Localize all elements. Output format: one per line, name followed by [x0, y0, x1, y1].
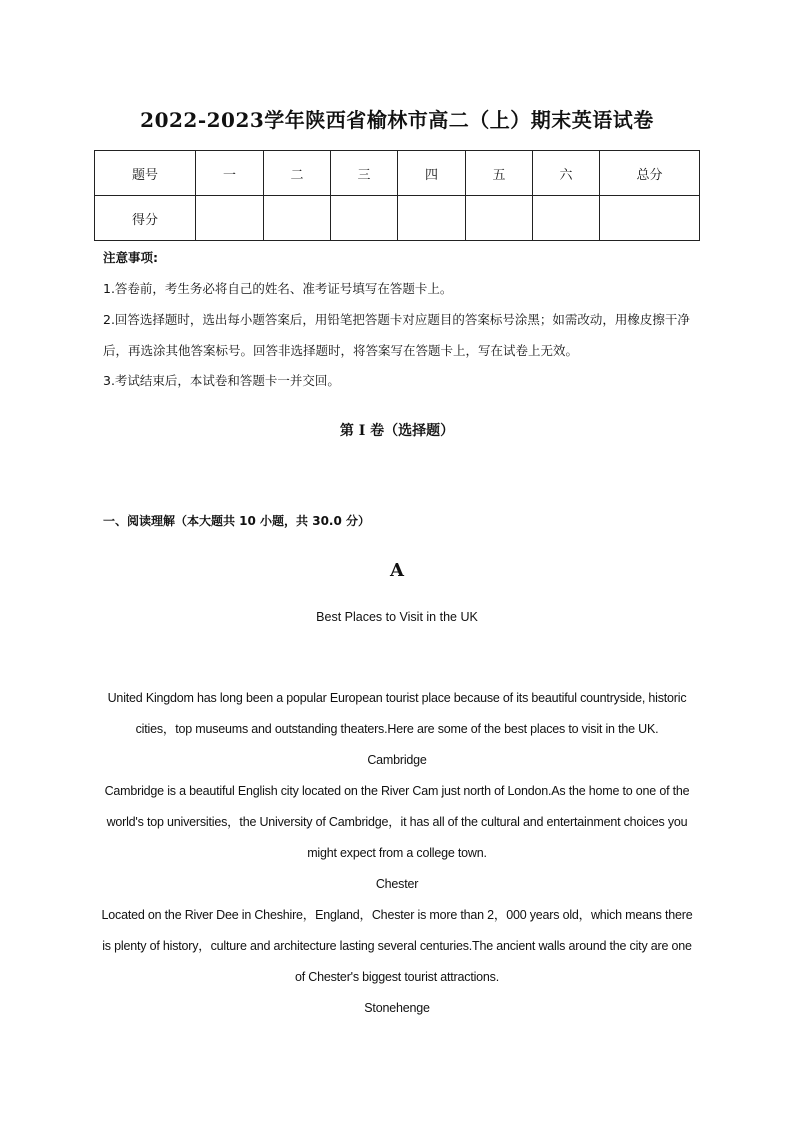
table-cell: 一 — [196, 151, 264, 196]
exam-title: 2022-2023学年陕西省榆林市高二（上）期末英语试卷 — [140, 108, 654, 132]
section-heading: 一、阅读理解（本大题共 10 小题，共 30.0 分） — [103, 514, 371, 528]
table-cell: 二 — [264, 151, 331, 196]
passage-label: A — [390, 560, 404, 581]
passage-intro: United Kingdom has long been a popular European tourist place because of its beautiful countryside, historic cities，top museums and outstanding theaters.Here are some of the best places to visit in the UK. — [107, 691, 687, 736]
score-cell — [196, 196, 264, 241]
table-cell: 总分 — [600, 151, 700, 196]
score-cell — [600, 196, 700, 241]
note-item: 1.答卷前，考生务必将自己的姓名、准考证号填写在答题卡上。 — [103, 281, 453, 296]
table-cell: 五 — [466, 151, 533, 196]
table-cell: 六 — [533, 151, 600, 196]
place-text-chester: Located on the River Dee in Cheshire，England，Chester is more than 2，000 years old，which means there is plenty of history，culture and architecture lasting several centuries.The ancient walls around the city are one of Chester's biggest tourist attractions. — [101, 908, 693, 984]
passage-title: Best Places to Visit in the UK — [316, 610, 478, 624]
score-cell — [331, 196, 398, 241]
score-cell — [264, 196, 331, 241]
score-table — [94, 150, 700, 241]
table-cell: 四 — [398, 151, 466, 196]
place-name-cambridge: Cambridge — [367, 753, 427, 767]
score-cell — [398, 196, 466, 241]
place-name-stonehenge: Stonehenge — [364, 1001, 430, 1015]
note-item: 2.回答选择题时，选出每小题答案后，用铅笔把答题卡对应题目的答案标号涂黑；如需改动，用橡皮擦干净后，再选涂其他答案标号。回答非选择题时，将答案写在答题卡上，写在试卷上无效。 — [103, 312, 690, 358]
notes-heading: 注意事项: — [103, 250, 158, 265]
note-item: 3.考试结束后，本试卷和答题卡一并交回。 — [103, 373, 340, 388]
table-cell: 三 — [331, 151, 398, 196]
table-cell: 题号 — [95, 151, 196, 196]
place-text-cambridge: Cambridge is a beautiful English city located on the River Cam just north of London.As the home to one of the world's top universities，the University of Cambridge，it has all of the cultural and entertainment choices you might expect from a college town. — [104, 784, 690, 860]
volume-title: 第 I 卷（选择题） — [339, 423, 455, 439]
score-table-header-row — [95, 151, 700, 196]
score-table-score-row — [95, 196, 700, 241]
notes-section — [103, 248, 703, 403]
table-cell: 得分 — [95, 196, 196, 241]
passage-body — [100, 683, 694, 1024]
score-cell — [466, 196, 533, 241]
place-name-chester: Chester — [375, 877, 419, 891]
score-cell — [533, 196, 600, 241]
